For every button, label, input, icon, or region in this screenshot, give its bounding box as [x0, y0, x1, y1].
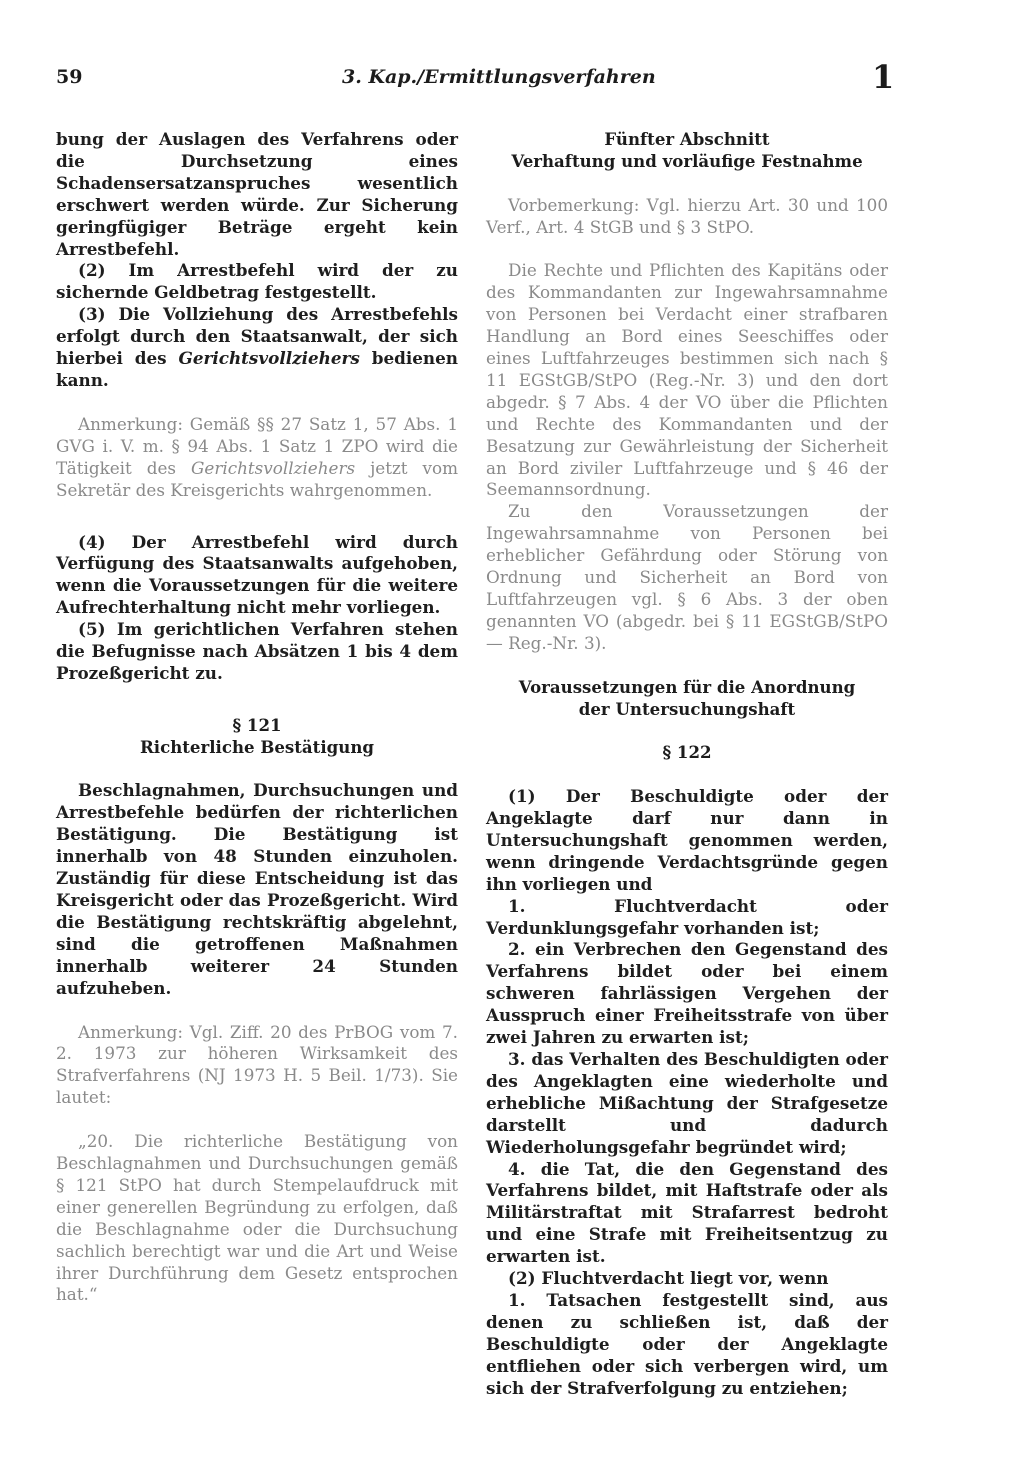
annotation-note-1-text-a: Anmerkung: Gemäß §§ 27 Satz 1, 57 Abs. 1 GVG i. V. m. § 94 Abs. 1 Satz 1 ZPO wird die Tätigkeit des: [56, 413, 458, 478]
left-column: [56, 129, 458, 1306]
chapter-mark: 1: [872, 58, 895, 96]
section-heading-line-2: der Untersuchungshaft: [578, 698, 796, 719]
running-head: 3. Kap./Ermittlungsverfahren: [342, 66, 656, 88]
annotation-note-2: Anmerkung: Vgl. Ziff. 20 des PrBOG vom 7. 2. 1973 zur höheren Wirksamkeit des Strafverfahrens (NJ 1973 H. 5 Beil. 1/73). Sie lautet:: [56, 1021, 458, 1108]
preliminary-note: Vorbemerkung: Vgl. hierzu Art. 30 und 100 Verf., Art. 4 StGB und § 3 StPO.: [486, 194, 888, 237]
page-number: 59: [56, 66, 83, 88]
part-title: Fünfter Abschnitt: [604, 129, 770, 149]
paragraph-abs-5: (5) Im gerichtlichen Verfahren stehen die Befugnisse nach Absätzen 1 bis 4 dem Prozeßgericht zu.: [56, 619, 458, 683]
section-121-text: Beschlagnahmen, Durchsuchungen und Arrestbefehle bedürfen der richterlichen Bestätigung. Die Bestätigung ist innerhalb von 48 Stunden einzuholen. Zuständig für diese Entscheidung ist das Kreisgericht oder das Prozeßgericht. Wird die Bestätigung rechtskräftig abgelehnt, sind die getroffenen Maßnahmen innerhalb weiterer 24 Stunden aufzuheben.: [56, 780, 458, 998]
note-rights-and-duties: Die Rechte und Pflichten des Kapitäns oder des Kommandanten zur Ingewahrsamnahme von Personen bei Verdacht einer strafbaren Handlung an Bord eines Seeschiffes oder eines Luftfahrzeuges bestimmen sich nach § 11 EGStGB/StPO (Reg.-Nr. 3) und den dort abgedr. § 7 Abs. 4 der VO über die Pflichten und Rechte des Kommandanten und der Besatzung zur Gewährleistung der Sicherheit an Bord ziviler Luftfahrzeuge und § 46 der Seemannsordnung.: [486, 260, 888, 500]
section-122-abs-1: (1) Der Beschuldigte oder der Angeklagte darf nur dann in Untersuchungshaft genommen werden, wenn dringende Verdachtsgründe gegen ihn vorliegen und: [486, 786, 888, 894]
part-subtitle: Verhaftung und vorläufige Festnahme: [511, 150, 863, 171]
annotation-quote: „20. Die richterliche Bestätigung von Beschlagnahmen und Durchsuchungen gemäß § 121 StPO hat durch Stempelaufdruck mit einer generellen Begründung zu erfolgen, daß die Beschlagnahme oder die Durchsuchung sachlich berechtigt war und die Art und Weise ihrer Durchführung dem Gesetz entsprochen hat.“: [56, 1131, 458, 1305]
section-heading-line-1: Voraussetzungen für die Anordnung: [518, 676, 856, 697]
annotation-note-1-emphasis: Gerichtsvollziehers: [190, 457, 356, 478]
section-122-item-3: 3. das Verhalten des Beschuldigten oder des Angeklagten eine wiederholte und erhebliche Mißachtung der Strafgesetze darstellt und dadurch Wiederholungsgefahr begründet wird;: [486, 1048, 888, 1157]
section-122-abs-2-item-1: 1. Tatsachen festgestellt sind, aus denen zu schließen ist, daß der Beschuldigte oder der Angeklagte entfliehen oder sich verbergen wird, um sich der Strafverfolgung zu entziehen;: [486, 1289, 888, 1398]
section-122-number: § 122: [662, 742, 712, 763]
paragraph-abs-3: [56, 304, 458, 392]
section-122-item-2: 2. ein Verbrechen den Gegenstand des Verfahrens bildet oder bei einem schweren fahrlässigen Vergehen der Ausspruch einer Freiheitsstrafe von über zwei Jahren zu erwarten ist;: [486, 939, 888, 1048]
section-122-item-4: 4. die Tat, die den Gegenstand des Verfahrens bildet, mit Haftstrafe oder als Militärstraftat mit Strafarrest bedroht und eine Strafe mit Freiheitsentzug zu erwarten ist.: [486, 1158, 888, 1267]
section-122-item-1: 1. Fluchtverdacht oder Verdunklungsgefahr vorhanden ist;: [486, 895, 888, 938]
annotation-note-1-text-c: jetzt vom Sekretär des Kreisgerichts wahrgenommen.: [56, 457, 458, 500]
paragraph-abs-3-emphasis: Gerichtsvollziehers: [178, 348, 360, 369]
paragraph-continuation: bung der Auslagen des Verfahrens oder die Durchsetzung eines Schadensersatzanspruches wesentlich erschwert werden würde. Zur Sicherung geringfügiger Beträge ergeht kein Arrestbefehl.: [56, 129, 458, 259]
note-custody-conditions: Zu den Voraussetzungen der Ingewahrsamnahme von Personen bei erheblicher Gefährdung oder Störung von Ordnung und Sicherheit an Bord von Luftfahrzeugen vgl. § 6 Abs. 3 der oben genannten VO (abgedr. bei § 11 EGStGB/StPO — Reg.-Nr. 3).: [486, 501, 888, 653]
paragraph-abs-2: (2) Im Arrestbefehl wird der zu sichernde Geldbetrag festgestellt.: [56, 260, 458, 303]
section-121-title: Richterliche Bestätigung: [140, 736, 374, 757]
paragraph-abs-3-text-c: bedienen kann.: [56, 348, 458, 390]
paragraph-abs-3-text-a: (3) Die Vollziehung des Arrestbefehls erfolgt durch den Staatsanwalt, der sich hierbei des: [56, 304, 458, 369]
section-121-number: § 121: [232, 714, 282, 735]
section-122-abs-2: (2) Fluchtverdacht liegt vor, wenn: [508, 1268, 829, 1289]
paragraph-abs-4: (4) Der Arrestbefehl wird durch Verfügung des Staatsanwalts aufgehoben, wenn die Voraussetzungen für die weitere Aufrechterhaltung nicht mehr vorliegen.: [56, 531, 458, 618]
right-column: [486, 129, 888, 1399]
annotation-note-1: [56, 414, 458, 502]
